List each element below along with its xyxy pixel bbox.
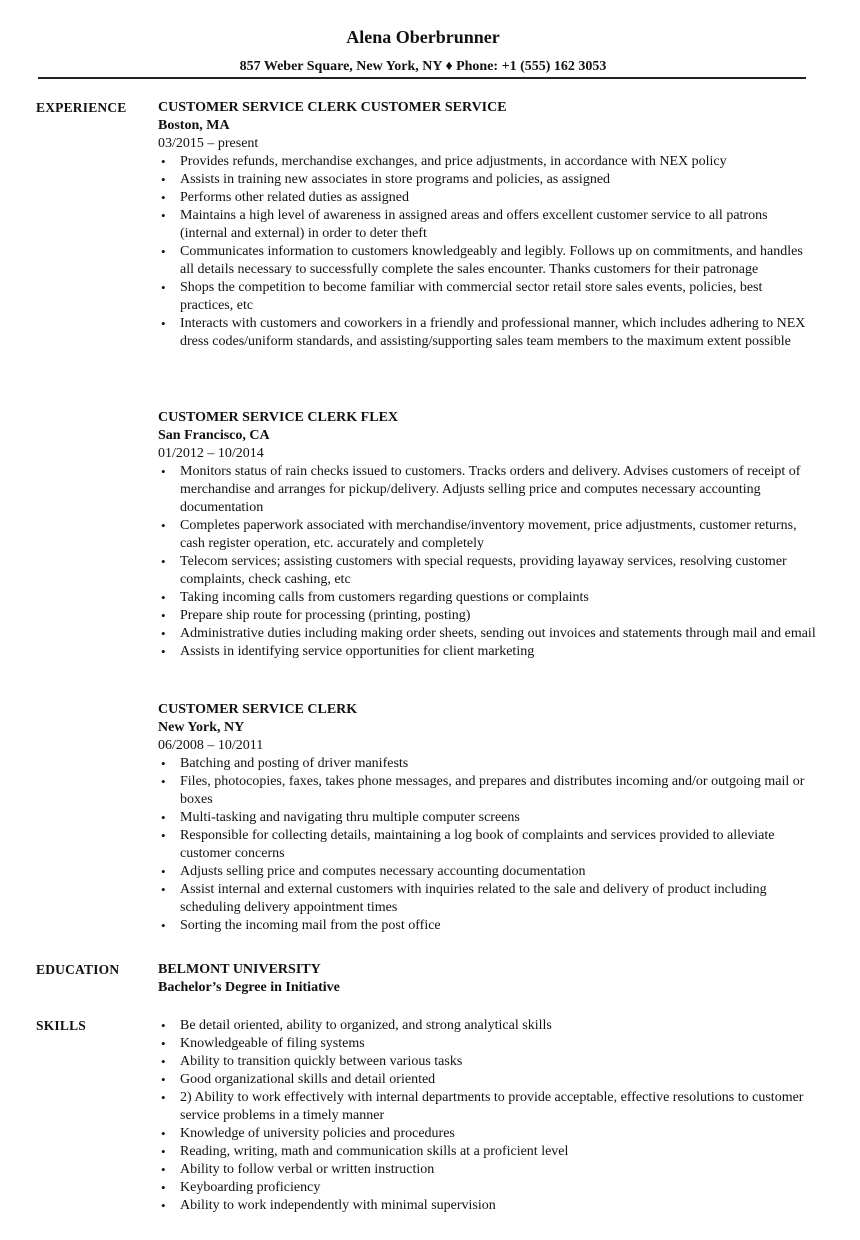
bullet-icon: • bbox=[161, 1054, 166, 1069]
bullet-icon: • bbox=[161, 774, 166, 789]
contact-line: 857 Weber Square, New York, NY ♦ Phone: +1 (555) 162 3053 bbox=[239, 59, 607, 74]
list-item bbox=[158, 1071, 818, 1089]
bullet-icon: • bbox=[161, 828, 166, 843]
list-item bbox=[158, 881, 818, 917]
list-item bbox=[158, 207, 818, 243]
list-item bbox=[158, 607, 818, 625]
bullet-icon: • bbox=[161, 756, 166, 771]
header-divider bbox=[38, 77, 806, 79]
bullet-icon: • bbox=[161, 608, 166, 623]
list-item-text: Responsible for collecting details, maintaining a log book of complaints and services provided to alleviate customer concerns bbox=[180, 828, 775, 861]
list-item-text: Assists in identifying service opportunities for client marketing bbox=[180, 644, 535, 659]
list-item-text: Administrative duties including making order sheets, sending out invoices and statements through mail and email bbox=[180, 626, 816, 641]
bullet-icon: • bbox=[161, 1180, 166, 1195]
bullet-icon: • bbox=[161, 1162, 166, 1177]
bullet-icon: • bbox=[161, 644, 166, 659]
job-location: San Francisco, CA bbox=[158, 428, 270, 443]
bullet-icon: • bbox=[161, 810, 166, 825]
list-item bbox=[158, 827, 818, 863]
list-item bbox=[158, 809, 818, 827]
list-item bbox=[158, 1197, 818, 1215]
list-item bbox=[158, 1017, 818, 1035]
bullet-icon: • bbox=[161, 1036, 166, 1051]
list-item-text: 2) Ability to work effectively with internal departments to provide acceptable, effective resolutions to customer service problems in a timely manner bbox=[180, 1090, 804, 1123]
bullet-icon: • bbox=[161, 190, 166, 205]
job-title: CUSTOMER SERVICE CLERK bbox=[158, 702, 358, 717]
list-item bbox=[158, 863, 818, 881]
list-item-text: Prepare ship route for processing (printing, posting) bbox=[180, 608, 471, 623]
list-item-text: Ability to work independently with minimal supervision bbox=[180, 1198, 496, 1213]
bullet-icon: • bbox=[161, 918, 166, 933]
list-item-text: Files, photocopies, faxes, takes phone messages, and prepares and distributes incoming and/or outgoing mail or boxes bbox=[180, 774, 805, 807]
job-dates: 03/2015 – present bbox=[158, 136, 259, 151]
list-item-text: Shops the competition to become familiar with commercial sector retail store sales events, policies, best practices, etc bbox=[180, 280, 763, 313]
job-dates: 06/2008 – 10/2011 bbox=[158, 738, 264, 753]
list-item bbox=[158, 243, 818, 279]
list-item bbox=[158, 1053, 818, 1071]
list-item bbox=[158, 463, 818, 517]
education-body bbox=[158, 961, 818, 997]
bullet-icon: • bbox=[161, 864, 166, 879]
list-item-text: Sorting the incoming mail from the post office bbox=[180, 918, 441, 933]
list-item-text: Completes paperwork associated with merchandise/inventory movement, price adjustments, customer returns, cash register operation, etc. accurately and completely bbox=[180, 518, 797, 551]
list-item bbox=[158, 917, 818, 935]
candidate-name: Alena Oberbrunner bbox=[346, 27, 500, 47]
bullet-icon: • bbox=[161, 464, 166, 479]
job-location: Boston, MA bbox=[158, 118, 230, 133]
job-title: CUSTOMER SERVICE CLERK CUSTOMER SERVICE bbox=[158, 100, 507, 115]
list-item-text: Communicates information to customers knowledgeably and legibly. Follows up on commitments, and handles all details necessary to successfully complete the sales encounter. Thanks customers for their patronage bbox=[180, 244, 803, 277]
skills-heading: SKILLS bbox=[36, 1018, 86, 1033]
job-entry bbox=[158, 701, 818, 935]
list-item-text: Knowledgeable of filing systems bbox=[180, 1036, 365, 1051]
bullet-icon: • bbox=[161, 882, 166, 897]
list-item bbox=[158, 153, 818, 171]
job-location: New York, NY bbox=[158, 720, 245, 735]
list-item-text: Be detail oriented, ability to organized, and strong analytical skills bbox=[180, 1018, 552, 1033]
list-item bbox=[158, 755, 818, 773]
list-item-text: Provides refunds, merchandise exchanges, and price adjustments, in accordance with NEX policy bbox=[180, 154, 727, 169]
bullet-icon: • bbox=[161, 626, 166, 641]
job-entry bbox=[158, 409, 818, 661]
bullet-icon: • bbox=[161, 1198, 166, 1213]
bullet-icon: • bbox=[161, 154, 166, 169]
list-item-text: Telecom services; assisting customers with special requests, providing layaway services, resolving customer complaints, check cashing, etc bbox=[180, 554, 787, 587]
list-item-text: Assists in training new associates in store programs and policies, as assigned bbox=[180, 172, 611, 187]
list-item bbox=[158, 1035, 818, 1053]
list-item bbox=[158, 773, 818, 809]
list-item-text: Reading, writing, math and communication skills at a proficient level bbox=[180, 1144, 569, 1159]
skills-list bbox=[158, 1017, 818, 1215]
education-heading: EDUCATION bbox=[36, 962, 120, 977]
bullet-icon: • bbox=[161, 1072, 166, 1087]
job-title: CUSTOMER SERVICE CLERK FLEX bbox=[158, 410, 399, 425]
list-item bbox=[158, 1179, 818, 1197]
list-item bbox=[158, 1161, 818, 1179]
list-item-text: Good organizational skills and detail oriented bbox=[180, 1072, 436, 1087]
list-item-text: Monitors status of rain checks issued to customers. Tracks orders and delivery. Advises customers of receipt of merchandise and arranges for pickup/delivery. Adjusts selling price and computes necessary accounting documentation bbox=[180, 464, 801, 515]
experience-heading: EXPERIENCE bbox=[36, 100, 127, 115]
bullet-icon: • bbox=[161, 1126, 166, 1141]
list-item bbox=[158, 589, 818, 607]
bullet-icon: • bbox=[161, 518, 166, 533]
list-item-text: Interacts with customers and coworkers in a friendly and professional manner, which includes adhering to NEX dress codes/uniform standards, and assisting/supporting sales team members to the maximum extent possible bbox=[180, 316, 806, 349]
list-item bbox=[158, 279, 818, 315]
list-item bbox=[158, 1125, 818, 1143]
bullet-icon: • bbox=[161, 244, 166, 259]
bullet-icon: • bbox=[161, 280, 166, 295]
list-item bbox=[158, 643, 818, 661]
list-item-text: Taking incoming calls from customers regarding questions or complaints bbox=[180, 590, 589, 605]
list-item-text: Assist internal and external customers with inquiries related to the sale and delivery of product including scheduling delivery appointment times bbox=[180, 882, 767, 915]
list-item-text: Batching and posting of driver manifests bbox=[180, 756, 409, 771]
list-item bbox=[158, 553, 818, 589]
job-dates: 01/2012 – 10/2014 bbox=[158, 446, 264, 461]
list-item-text: Adjusts selling price and computes necessary accounting documentation bbox=[180, 864, 586, 879]
list-item-text: Keyboarding proficiency bbox=[180, 1180, 321, 1195]
list-item-text: Ability to transition quickly between various tasks bbox=[180, 1054, 463, 1069]
list-item bbox=[158, 315, 818, 351]
bullet-icon: • bbox=[161, 590, 166, 605]
skills-body bbox=[158, 1017, 818, 1215]
job-entry bbox=[158, 99, 818, 351]
list-item-text: Knowledge of university policies and procedures bbox=[180, 1126, 455, 1141]
bullet-icon: • bbox=[161, 554, 166, 569]
list-item-text: Performs other related duties as assigned bbox=[180, 190, 409, 205]
bullet-icon: • bbox=[161, 316, 166, 331]
list-item-text: Maintains a high level of awareness in assigned areas and offers excellent customer service to all patrons (internal and external) in order to deter theft bbox=[180, 208, 768, 241]
list-item bbox=[158, 517, 818, 553]
degree: Bachelor’s Degree in Initiative bbox=[158, 980, 340, 995]
list-item bbox=[158, 171, 818, 189]
job-bullets bbox=[158, 153, 818, 351]
job-bullets bbox=[158, 755, 818, 935]
list-item bbox=[158, 1089, 818, 1125]
list-item bbox=[158, 189, 818, 207]
bullet-icon: • bbox=[161, 208, 166, 223]
bullet-icon: • bbox=[161, 1090, 166, 1105]
bullet-icon: • bbox=[161, 1144, 166, 1159]
list-item bbox=[158, 1143, 818, 1161]
bullet-icon: • bbox=[161, 1018, 166, 1033]
list-item bbox=[158, 625, 818, 643]
school-name: BELMONT UNIVERSITY bbox=[158, 962, 321, 977]
bullet-icon: • bbox=[161, 172, 166, 187]
list-item-text: Ability to follow verbal or written instruction bbox=[180, 1162, 435, 1177]
job-bullets bbox=[158, 463, 818, 661]
list-item-text: Multi-tasking and navigating thru multiple computer screens bbox=[180, 810, 520, 825]
